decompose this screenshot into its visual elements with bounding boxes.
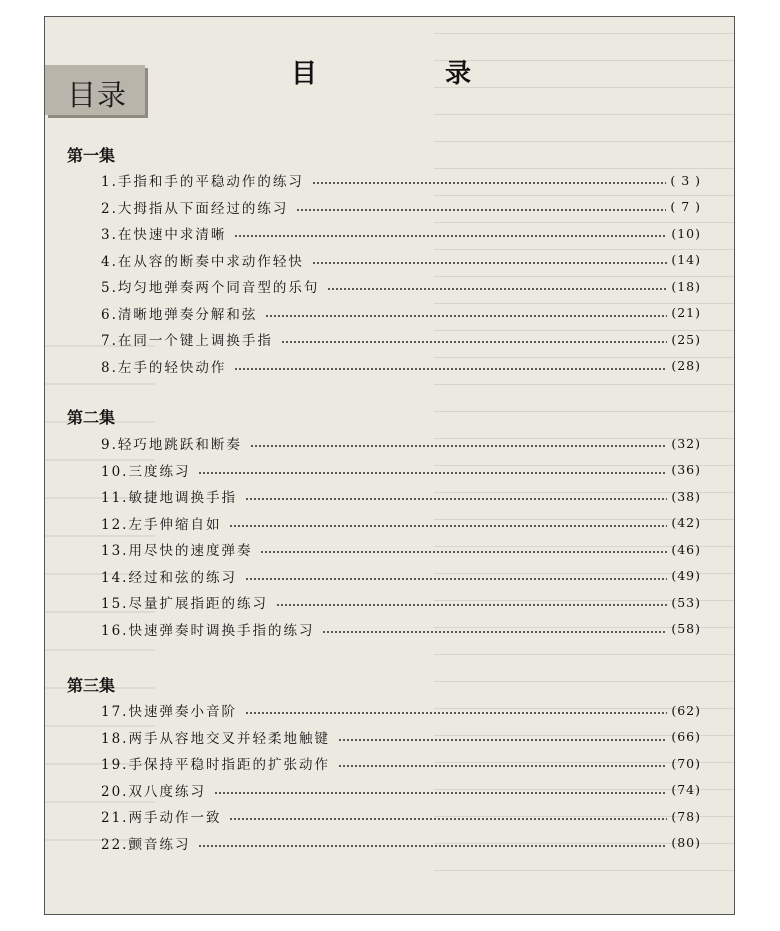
toc-entry bbox=[101, 618, 701, 640]
title-char-2: 录 bbox=[444, 59, 471, 89]
entry-title: 4.在从容的断奏中求动作轻快 bbox=[101, 253, 304, 270]
title-char-1: 目 bbox=[291, 59, 318, 89]
section-heading: 第一集 bbox=[67, 146, 116, 165]
toc-entry bbox=[101, 591, 701, 613]
entry-title: 3.在快速中求清晰 bbox=[101, 227, 227, 243]
entry-title: 14.经过和弦的练习 bbox=[101, 569, 237, 586]
entry-title: 16.快速弹奏时调换手指的练习 bbox=[101, 622, 315, 639]
entry-title: 1.手指和手的平稳动作的练习 bbox=[101, 174, 304, 190]
toc-entry bbox=[101, 249, 701, 271]
tab-label: 目录 bbox=[67, 78, 128, 112]
entry-page-number: (25) bbox=[671, 331, 701, 347]
entry-title: 15.尽量扩展指距的练习 bbox=[101, 596, 268, 612]
entry-title: 12.左手伸缩自如 bbox=[101, 516, 222, 533]
entry-page-number: (42) bbox=[671, 515, 701, 530]
entry-page-number: (28) bbox=[671, 358, 701, 373]
dot-leader bbox=[281, 341, 667, 343]
dot-leader bbox=[245, 578, 667, 580]
entry-page-number: (62) bbox=[671, 702, 701, 718]
dot-leader bbox=[250, 445, 667, 447]
entry-page-number: (18) bbox=[671, 278, 701, 294]
entry-title: 13.用尽快的速度弹奏 bbox=[101, 543, 253, 559]
entry-page-number: (74) bbox=[671, 782, 701, 797]
toc-entry bbox=[101, 726, 701, 748]
toc-entry bbox=[101, 805, 701, 827]
book-page bbox=[44, 16, 735, 915]
entry-page-number: (14) bbox=[671, 252, 701, 267]
entry-title: 8.左手的轻快动作 bbox=[101, 359, 227, 376]
dot-leader bbox=[234, 368, 667, 370]
entry-title: 22.颤音练习 bbox=[101, 836, 191, 853]
toc-entry bbox=[101, 485, 701, 507]
entry-title: 21.两手动作一致 bbox=[101, 810, 222, 826]
entry-page-number: ( 3 ) bbox=[670, 172, 701, 188]
dot-leader bbox=[229, 525, 667, 527]
section-heading: 第三集 bbox=[67, 676, 116, 695]
dot-leader bbox=[327, 288, 667, 290]
dot-leader bbox=[312, 262, 667, 264]
entry-page-number: (80) bbox=[671, 835, 701, 850]
entry-page-number: (10) bbox=[671, 225, 701, 241]
entry-title: 5.均匀地弹奏两个同音型的乐句 bbox=[101, 280, 320, 296]
entry-page-number: (53) bbox=[671, 594, 701, 610]
entry-title: 17.快速弹奏小音阶 bbox=[101, 704, 237, 720]
entry-title: 11.敏捷地调换手指 bbox=[101, 490, 237, 506]
entry-page-number: (32) bbox=[671, 435, 701, 451]
toc-entry bbox=[101, 328, 701, 350]
dot-leader bbox=[214, 792, 667, 794]
entry-page-number: (49) bbox=[671, 568, 701, 583]
dot-leader bbox=[296, 209, 666, 211]
dot-leader bbox=[338, 765, 667, 767]
dot-leader bbox=[245, 498, 667, 500]
toc-entry bbox=[101, 565, 701, 587]
dot-leader bbox=[198, 845, 667, 847]
toc-entry bbox=[101, 169, 701, 191]
toc-entry bbox=[101, 302, 701, 324]
dot-leader bbox=[198, 472, 667, 474]
toc-entry bbox=[101, 512, 701, 534]
entry-page-number: (66) bbox=[671, 729, 701, 744]
toc-entry bbox=[101, 432, 701, 454]
entry-page-number: (78) bbox=[671, 808, 701, 824]
dot-leader bbox=[229, 818, 667, 820]
entry-title: 18.两手从容地交叉并轻柔地触键 bbox=[101, 730, 330, 747]
dot-leader bbox=[322, 631, 667, 633]
dot-leader bbox=[312, 182, 666, 184]
toc-entry bbox=[101, 459, 701, 481]
toc-entry bbox=[101, 699, 701, 721]
toc-entry bbox=[101, 752, 701, 774]
toc-entry bbox=[101, 222, 701, 244]
toc-entry bbox=[101, 196, 701, 218]
entry-page-number: (36) bbox=[671, 462, 701, 477]
entry-page-number: (46) bbox=[671, 541, 701, 557]
entry-page-number: (58) bbox=[671, 621, 701, 636]
entry-page-number: (38) bbox=[671, 488, 701, 504]
dot-leader bbox=[265, 315, 667, 317]
entry-title: 9.轻巧地跳跃和断奏 bbox=[101, 437, 242, 453]
dot-leader bbox=[245, 712, 667, 714]
toc-entry bbox=[101, 275, 701, 297]
dot-leader bbox=[276, 604, 667, 606]
section-tab bbox=[45, 65, 145, 115]
toc-entry bbox=[101, 779, 701, 801]
dot-leader bbox=[260, 551, 667, 553]
dot-leader bbox=[338, 739, 667, 741]
entry-title: 20.双八度练习 bbox=[101, 783, 206, 800]
toc-entry bbox=[101, 832, 701, 854]
entry-page-number: (21) bbox=[671, 305, 701, 320]
entry-title: 2.大拇指从下面经过的练习 bbox=[101, 200, 289, 217]
entry-title: 6.清晰地弹奏分解和弦 bbox=[101, 306, 258, 323]
entry-page-number: (70) bbox=[671, 755, 701, 771]
dot-leader bbox=[234, 235, 667, 237]
entry-title: 10.三度练习 bbox=[101, 463, 191, 480]
toc-entry bbox=[101, 538, 701, 560]
section-heading: 第二集 bbox=[67, 408, 116, 427]
page-title bbox=[291, 53, 471, 90]
entry-page-number: ( 7 ) bbox=[670, 199, 701, 214]
entry-title: 19.手保持平稳时指距的扩张动作 bbox=[101, 757, 330, 773]
entry-title: 7.在同一个键上调换手指 bbox=[101, 333, 273, 349]
toc-entry bbox=[101, 355, 701, 377]
